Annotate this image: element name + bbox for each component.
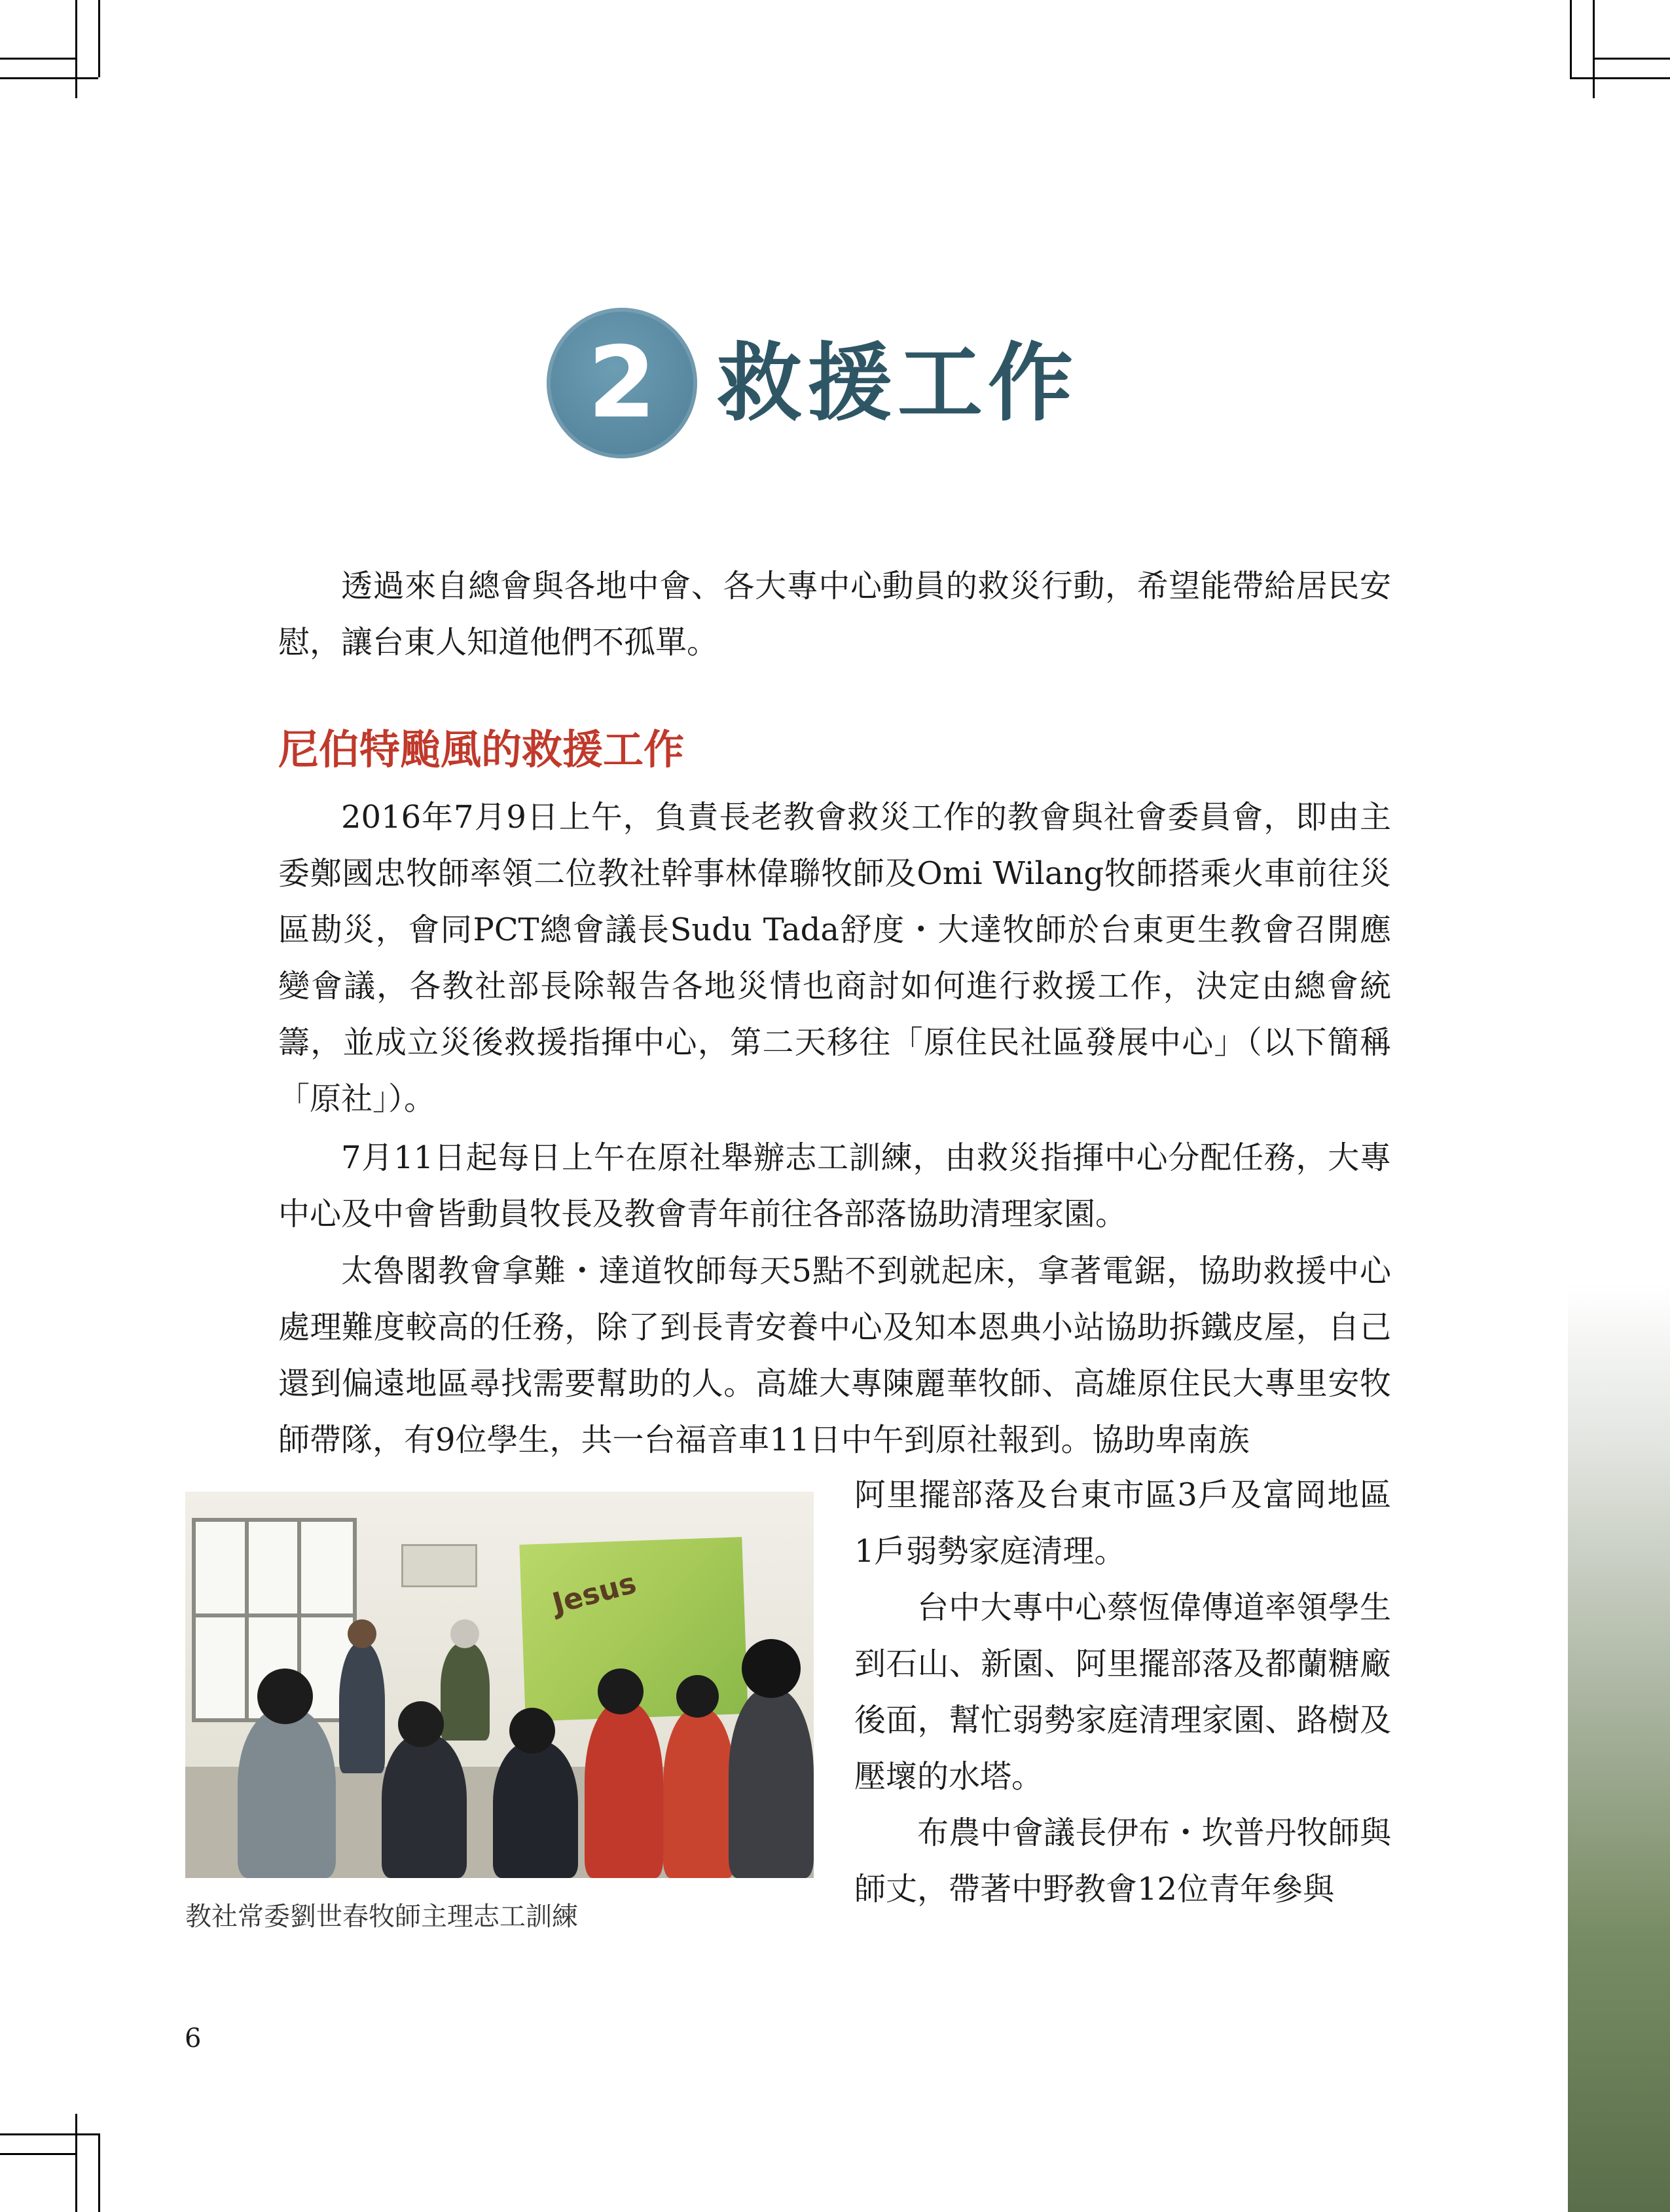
- photo-person-head: [742, 1639, 801, 1698]
- photo-person-head: [348, 1619, 376, 1648]
- volunteer-training-photo: [185, 1492, 814, 1878]
- photo-person: [441, 1642, 490, 1741]
- crop-mark: [75, 2114, 77, 2212]
- crop-mark: [0, 2133, 98, 2135]
- body-paragraph-continuation: 阿里擺部落及台東市區3戶及富岡地區1戶弱勢家庭清理。: [854, 1477, 1391, 1570]
- crop-mark: [1570, 0, 1572, 77]
- decorative-side-photo: [1568, 1283, 1670, 2212]
- photo-person: [238, 1708, 336, 1878]
- body-paragraph: 7月11日起每日上午在原社舉辦志工訓練，由救災指揮中心分配任務，大專中心及中會皆動員牧長及教會青年前往各部落協助清理家園。: [278, 1139, 1391, 1232]
- body-paragraph: 2016年7月9日上午，負責長老教會救災工作的教會與社會委員會，即由主委鄭國忠牧師率領二位教社幹事林偉聯牧師及Omi Wilang牧師搭乘火車前往災區勘災，會同PCT總會議長Sudu Tada舒度・大達牧師於台東更生教會召開應變會議，各教社部長除報告各地災情也商討如何進行救援工作，決定由總會統籌，並成立災後救援指揮中心，第二天移往「原住民社區發展中心」（以下簡稱「原社」）。: [278, 799, 1391, 1117]
- crop-mark: [0, 77, 98, 79]
- chapter-title: 救援工作: [717, 333, 1079, 433]
- body-paragraph: 台中大專中心蔡恆偉傳道率領學生到石山、新園、阿里擺部落及都蘭糖廠後面，幫忙弱勢家庭清理家園、路樹及壓壞的水塔。: [854, 1589, 1391, 1795]
- crop-mark: [75, 0, 77, 98]
- page-number: 6: [185, 2023, 202, 2054]
- photo-caption: 教社常委劉世春牧師主理志工訓練: [185, 1902, 578, 1932]
- crop-mark: [1593, 0, 1595, 98]
- photo-person: [663, 1708, 735, 1878]
- crop-mark: [0, 2153, 75, 2155]
- photo-person: [585, 1701, 663, 1878]
- photo-person-head: [450, 1619, 479, 1648]
- body-paragraph: 太魯閣教會拿難・達道牧師每天5點不到就起床，拿著電鋸，協助救援中心處理難度較高的任務，除了到長青安養中心及知本恩典小站協助拆鐵皮屋，自己還到偏遠地區尋找需要幫助的人。高雄大專陳麗華牧師、高雄原住民大專里安牧師帶隊，有9位學生，共一台福音車11日中午到原社報到。協助卑南族: [278, 1253, 1391, 1458]
- chapter-number-badge: 2: [547, 308, 697, 458]
- body-paragraph: 布農中會議長伊布・坎普丹牧師與師丈，帶著中野教會12位青年參與: [854, 1815, 1391, 1908]
- photo-person-head: [598, 1668, 644, 1714]
- photo-person-head: [257, 1668, 313, 1724]
- photo-banner-text: Jesus: [549, 1566, 640, 1621]
- chapter-heading: [547, 308, 1078, 458]
- crop-mark: [1595, 58, 1670, 60]
- photo-person: [382, 1734, 467, 1878]
- photo-air-conditioner: [401, 1544, 477, 1587]
- photo-person: [729, 1688, 814, 1878]
- crop-mark: [0, 58, 75, 60]
- photo-person-head: [509, 1708, 555, 1754]
- crop-mark: [1570, 77, 1670, 79]
- photo-window-bar: [196, 1613, 353, 1617]
- section-heading: 尼伯特颱風的救援工作: [278, 726, 685, 773]
- photo-person-head: [398, 1701, 444, 1747]
- crop-mark: [98, 2133, 100, 2212]
- intro-paragraph: 透過來自總會與各地中會、各大專中心動員的救災行動，希望能帶給居民安慰，讓台東人知道他們不孤單。: [278, 568, 1391, 661]
- photo-window-bar: [245, 1522, 249, 1718]
- crop-mark: [98, 0, 100, 77]
- photo-person: [493, 1741, 578, 1878]
- photo-person: [339, 1642, 385, 1773]
- photo-person-head: [676, 1675, 719, 1718]
